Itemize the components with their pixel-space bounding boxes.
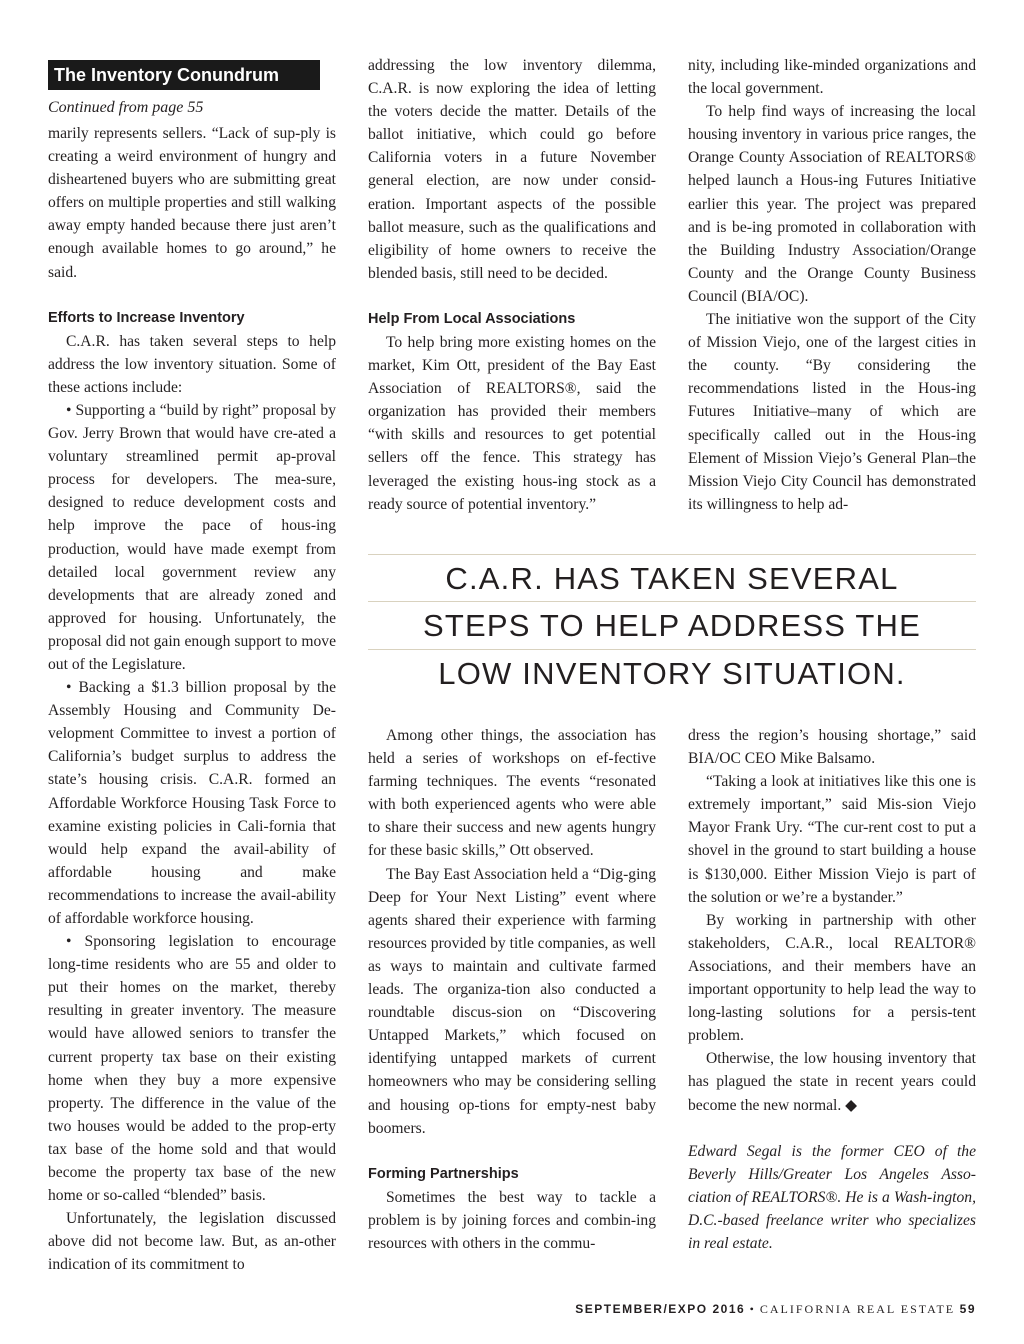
column-2-bottom: [368, 724, 656, 1255]
page-number: 59: [959, 1302, 976, 1316]
bullet-paragraph: • Backing a $1.3 billion proposal by the Assembly Housing and Community De-velopment Committee to invest a portion of California’s budget surplus to address the state’s housing crisis. C.A.R. formed an Affordable Workforce Housing Task Force to examine existing policies in Cali-fornia that would help expand the avail-ability of affordable housing and make recommendations to increase the avail-ability of affordable workforce housing.: [48, 679, 336, 927]
pull-quote-rule: [368, 649, 976, 650]
subheading-partnerships: Forming Partnerships: [368, 1165, 519, 1182]
body-paragraph: addressing the low inventory dilemma, C.A.R. is now exploring the idea of letting the voters decide the matter. Details of the ballot initiative, which could go before California voters in a future November general election, are now under consid-eration. Important aspects of the possible ballot measure, such as the qualifications and eligibility of home owners to receive the blended basis, still need to be decided.: [368, 57, 656, 282]
column-2-top: [368, 54, 656, 516]
body-paragraph: Unfortunately, the legislation discussed above did not become law. But, as an-other indication of its commitment to: [48, 1210, 336, 1274]
pull-quote-line: LOW INVENTORY SITUATION.: [438, 656, 906, 691]
body-paragraph: Otherwise, the low housing inventory that has plagued the state in recent years could become the new normal. ◆: [688, 1050, 976, 1114]
page-footer: [575, 1302, 976, 1317]
body-paragraph: nity, including like-minded organizations and the local government.: [688, 57, 976, 98]
body-paragraph: The Bay East Association held a “Dig-ging Deep for Your Next Listing” event where agents shared their experience with farming resources provided by title companies, as well as ways to maintain and cultivate farmed leads. The organiza-tion also conducted a roundtable discus-sion on “Discovering Untapped Markets,” which focused on identifying untapped markets of current homeowners who may be considering selling and housing op-tions for empty-nest baby boomers.: [368, 865, 656, 1137]
body-paragraph: “Taking a look at initiatives like this one is extremely important,” said Mis-sion Viejo Mayor Frank Ury. “The cur-rent cost to put a shovel in the ground to start building a house is $130,000. Either Mission Viejo is part of the solution or we’re a bystander.”: [688, 773, 976, 906]
bullet-paragraph: • Supporting a “build by right” proposal by Gov. Jerry Brown that would have cre-ated a voluntary streamlined permit ap-proval process for developers. The mea-sure, designed to reduce development costs and help improve the pace of hous-ing production, would have made exempt from detailed local government review any developments that are already zoned and approved for housing. Unfortunately, the proposal did not gain enough support to move out of the Legislature.: [48, 401, 336, 673]
bullet-paragraph: • Sponsoring legislation to encourage long-time residents who are 55 and older to put their homes on the market, thereby resulting in greater inventory. The measure would have allowed seniors to transfer the current property tax base on their existing home when they buy a more expensive property. The difference in the value of the two houses would be added to the prop-erty tax base of the home sold and that would become the property tax base of the new home or so-called “blended” basis.: [48, 933, 336, 1205]
pull-quote-line: STEPS TO HELP ADDRESS THE: [422, 608, 922, 643]
body-paragraph: marily represents sellers. “Lack of sup-ply is creating a weird environment of hungry and disheartened buyers who are submitting great offers on multiple properties and still walking away empty handed because there just aren’t enough available homes to go around,” he said.: [48, 125, 336, 281]
footer-bullet: •: [749, 1302, 756, 1316]
body-paragraph: Sometimes the best way to tackle a problem is by joining forces and combin-ing resources with others in the commu-: [368, 1188, 656, 1252]
author-bio: Edward Segal is the former CEO of the Beverly Hills/Greater Los Angeles Asso-ciation of REALTORS®. He is a Wash-ington, D.C.-based freelance writer who specializes in real estate.: [688, 1142, 976, 1252]
pull-quote-rule: [368, 601, 976, 602]
pull-quote: [368, 554, 976, 701]
body-paragraph: To help find ways of increasing the local housing inventory in various price ranges, the Orange County Association of REALTORS® helped launch a Hous-ing Futures Initiative earlier this year. The project was prepared and is be-ing promoted in collaboration with the Building Industry Association/Orange County and the Orange County Business Council (BIA/OC).: [688, 103, 976, 305]
footer-issue: SEPTEMBER/EXPO 2016: [575, 1302, 746, 1316]
footer-publication: CALIFORNIA REAL ESTATE: [759, 1302, 956, 1316]
body-paragraph: Among other things, the association has held a series of workshops on ef-fective farming techniques. The events “resonated with both experienced agents who were able to share their success and new agents hungry for these basic skills,” Ott observed.: [368, 727, 656, 860]
subheading-local-associations: Help From Local Associations: [368, 310, 576, 327]
column-3-top: [688, 54, 976, 516]
section-label: The Inventory Conundrum: [48, 60, 320, 90]
body-paragraph: By working in partnership with other stakeholders, C.A.R., local REALTOR® Associations, and their members have an important opportunity to help lead the way to long-lasting solutions for a persis-tent problem.: [688, 911, 976, 1045]
body-paragraph: C.A.R. has taken several steps to help address the low inventory situation. Some of these actions include:: [48, 332, 336, 396]
body-paragraph: dress the region’s housing shortage,” said BIA/OC CEO Mike Balsamo.: [688, 727, 976, 768]
column-3-bottom: [688, 724, 976, 1255]
body-paragraph: To help bring more existing homes on the market, Kim Ott, president of the Bay East Association of REALTORS®, said the organization has provided their members “with skills and resources to get potential sellers off the fence. This strategy has leveraged the existing hous-ing stock as a ready source of potential inventory.”: [368, 333, 656, 513]
pull-quote-line: C.A.R. HAS TAKEN SEVERAL: [445, 561, 899, 596]
body-paragraph: The initiative won the support of the City of Mission Viejo, one of the largest cities in the county. “By considering the recommendations listed in the Hous-ing Futures Initiative–many of which are specifically called out in the Hous-ing Element of Mission Viejo’s General Plan–the Mission Viejo City Council has demonstrated its willingness to help ad-: [688, 311, 976, 513]
continued-note: Continued from page 55: [48, 99, 204, 116]
subheading-efforts: Efforts to Increase Inventory: [48, 309, 245, 326]
column-1: [48, 60, 336, 1277]
